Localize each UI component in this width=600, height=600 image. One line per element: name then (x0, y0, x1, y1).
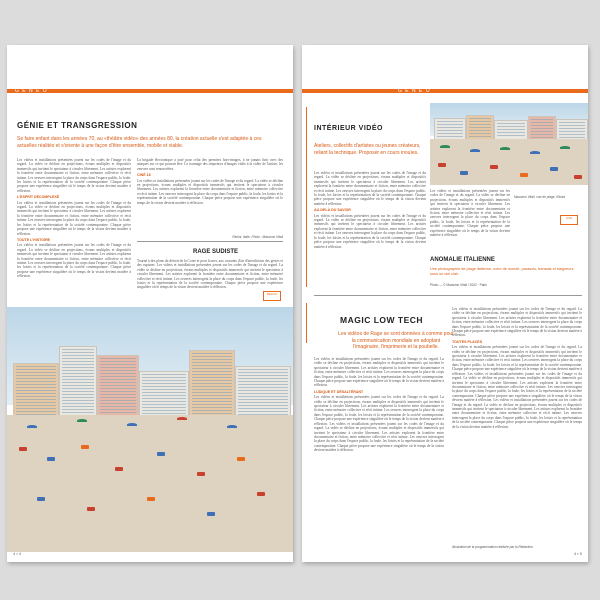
page-number: 4 ▪ 5 (573, 551, 582, 556)
box-title: RAGE SUDISTE (193, 249, 239, 255)
page-title: GÉNIE ET TRANSGRESSION (17, 121, 138, 130)
runner-bar (7, 89, 293, 93)
divider (137, 241, 283, 242)
accent-rule (306, 107, 307, 287)
box-title: ANOMALIE ITALIENNE (430, 257, 495, 263)
subhead: AU-DELÀ DU SAVOIR (314, 208, 351, 213)
accent-rule (306, 303, 307, 343)
runner-bar (302, 89, 588, 93)
caption: Illustration de la programmation réalisée par la Rédaction (452, 545, 533, 549)
runner-label: G E N E O (398, 88, 431, 94)
right-column-4: Les vidéos et installations présentées jouent sur les codes de l'image et du regard. La vidéo se décline en projections, écrans multiples et dispositifs immersifs qui invitent le spectateur à circuler librement. Les artistes explorent la frontière entre documentaire et fiction, entre mémoire collective et récit intime. Les oeuvres interrogent la place du corps dans l'espace public, la foule, les loisirs et la représentation de la société contemporaine. Chaque pièce propose une expérience singulière où le temps de la vision devient matière à réflexion. TOUTES PLACES Les vidéos et installations présentées jouent sur les codes de l'image et du regard. La vidéo se décline en projections, écrans multiples et dispositifs immersifs qui invitent le spectateur à circuler librement. Les artistes explorent la frontière entre documentaire et fiction, entre mémoire collective et récit intime. Les oeuvres interrogent la place du corps dans l'espace public, la foule, les loisirs et la représentation de la société contemporaine. Chaque pièce propose une expérience singulière où le temps de la vision devient matière à réflexion. Les vidéos et installations présentées jouent sur les codes de l'image et du regard. La vidéo se décline en projections, écrans multiples et dispositifs immersifs qui invitent le spectateur à circuler librement. Les artistes explorent la frontière entre documentaire et fiction, entre mémoire collective et récit intime. Les oeuvres interrogent la place du corps dans l'espace public, la foule, les loisirs et la représentation de la société contemporaine. Chaque pièce propose une expérience singulière où le temps de la vision devient matière à réflexion. Les vidéos et installations présentées jouent sur les codes de l'image et du regard. La vidéo se décline en projections, écrans multiples et dispositifs immersifs qui invitent le spectateur à circuler librement. Les artistes explorent la frontière entre documentaire et fiction, entre mémoire collective et récit intime. Les oeuvres interrogent la place du corps dans l'espace public, la foule, les loisirs et la représentation de la société contemporaine. Chaque pièce propose une expérience singulière où le temps de la vision devient matière à réflexion. (452, 307, 582, 429)
subhead: TOUTE L'HISTOIRE (17, 237, 51, 242)
section-title: INTÉRIEUR VIDÉO (314, 125, 383, 132)
left-column-1 (17, 158, 131, 308)
box-text: Tourné à des plans du détroit de la Corse et pour la mer, aux courants d'air d'interdiction des gestes et des ruptures. Les vidéos et installations présentées jouent sur les codes de l'image et du regard. La vidéo se décline en projections, écrans multiples et dispositifs immersifs qui invitent le spectateur à circuler librement. Les artistes explorent la frontière entre documentaire et fiction, entre mémoire collective et récit intime. Les oeuvres interrogent la place du corps dans l'espace public, la foule, les loisirs et la représentation de la société contemporaine. Chaque pièce propose une expérience singulière où le temps de la vision devient matière à réflexion. (137, 259, 284, 290)
page-lede: Se faire enfant dans les années 70, au «théâtre vidéo» des années 80, la création actuelle s'est adaptée à ces actuelles réalités et s'oriente à une façon d'être ensemble, mobile et viable. (17, 136, 262, 149)
page-number: 4 ▪ 4 (13, 551, 22, 556)
box-text: Une photographie de plage italienne, noire de monde, parasols, transats et baigneurs sous un ciel clair. (430, 267, 574, 276)
body-paragraph: La brigade électronique a joué pour celui des premiers hors-images, à ne jamais finir avec des attaques sur ce qui pouvait être. Le tournage des séquences d'images vidéo à la vidéo de l'artiste, les oeuvres sont renouvelées. (137, 158, 283, 171)
right-column-2: Les vidéos et installations présentées jouent sur les codes de l'image et du regard. La vidéo se décline en projections, écrans multiples et dispositifs immersifs qui invitent le spectateur à circuler librement. Les artistes explorent la frontière entre documentaire et fiction, entre mémoire collective et récit intime. Les oeuvres interrogent la place du corps dans l'espace public, la foule, les loisirs et la représentation de la société contemporaine. Chaque pièce propose une expérience singulière où le temps de la vision devient matière à réflexion. (430, 189, 510, 238)
photo-caption: Massimo Vitali, vue de plage, Rimini (514, 195, 566, 199)
stamp: BEACH (263, 291, 281, 301)
right-column-1: Les vidéos et installations présentées jouent sur les codes de l'image et du regard. La vidéo se décline en projections, écrans multiples et dispositifs immersifs qui invitent le spectateur à circuler librement. Les artistes explorent la frontière entre documentaire et fiction, entre mémoire collective et récit intime. Les oeuvres interrogent la place du corps dans l'espace public, la foule, les loisirs et la représentation de la société contemporaine. Chaque pièce propose une expérience singulière où le temps de la vision devient matière à réflexion. AU-DELÀ DU SAVOIR Les vidéos et installations présentées jouent sur les codes de l'image et du regard. La vidéo se décline en projections, écrans multiples et dispositifs immersifs qui invitent le spectateur à circuler librement. Les artistes explorent la frontière entre documentaire et fiction, entre mémoire collective et récit intime. Les oeuvres interrogent la place du corps dans l'espace public, la foule, les loisirs et la représentation de la société contemporaine. Chaque pièce propose une expérience singulière où le temps de la vision devient matière à réflexion. (314, 171, 426, 249)
body-paragraph: Les vidéos et installations présentées jouent sur les codes de l'image et du regard. La vidéo se décline en projections, écrans multiples et dispositifs immersifs qui invitent le spectateur à circuler librement. Les artistes explorent la frontière entre documentaire et fiction, entre mémoire collective et récit intime. Les oeuvres interrogent la place du corps dans l'espace public, la foule, les loisirs et la représentation de la société contemporaine. Chaque pièce propose une expérience singulière où le temps de la vision devient matière à réflexion. (137, 178, 283, 205)
right-page (302, 45, 588, 562)
subhead: LUDIQUE ET DÉSALTÉRANT (314, 389, 364, 394)
section-title: MAGIC LOW TECH (340, 315, 424, 325)
body-paragraph: Les vidéos et installations présentées jouent sur les codes de l'image et du regard. La vidéo se décline en projections, écrans multiples et dispositifs immersifs qui invitent le spectateur à circuler librement. Les artistes explorent la frontière entre documentaire et fiction, entre mémoire collective et récit intime. Les oeuvres interrogent la place du corps dans l'espace public, la foule, les loisirs et la représentation de la société contemporaine. Chaque pièce propose une expérience singulière où le temps de la vision devient matière à réflexion. (17, 243, 131, 279)
body-paragraph: Les vidéos et installations présentées jouent sur les codes de l'image et du regard. La vidéo se décline en projections, écrans multiples et dispositifs immersifs qui invitent le spectateur à circuler librement. Les artistes explorent la frontière entre documentaire et fiction, entre mémoire collective et récit intime. Les oeuvres interrogent la place du corps dans l'espace public, la foule, les loisirs et la représentation de la société contemporaine. Chaque pièce propose une expérience singulière où le temps de la vision devient matière à réflexion. (17, 200, 131, 236)
left-column-2 (137, 158, 283, 238)
subhead: L'ESPRIT DÉCOMPLEXÉ (17, 195, 60, 200)
section-lede: Ateliers, collectifs d'artistes ou jeunes créateurs, reliant la technique. Proposer en cours inouïes. (314, 143, 421, 156)
stamp: LOW (560, 215, 578, 225)
box-note: Photo — © Massimo Vitali / 2002 · Paris (430, 283, 487, 287)
right-column-3: Les vidéos et installations présentées jouent sur les codes de l'image et du regard. La vidéo se décline en projections, écrans multiples et dispositifs immersifs qui invitent le spectateur à circuler librement. Les artistes explorent la frontière entre documentaire et fiction, entre mémoire collective et récit intime. Les oeuvres interrogent la place du corps dans l'espace public, la foule, les loisirs et la représentation de la société contemporaine. Chaque pièce propose une expérience singulière où le temps de la vision devient matière à réflexion. LUDIQUE ET DÉSALTÉRANT Les vidéos et installations présentées jouent sur les codes de l'image et du regard. La vidéo se décline en projections, écrans multiples et dispositifs immersifs qui invitent le spectateur à circuler librement. Les artistes explorent la frontière entre documentaire et fiction, entre mémoire collective et récit intime. Les oeuvres interrogent la place du corps dans l'espace public, la foule, les loisirs et la représentation de la société contemporaine. Chaque pièce propose une expérience singulière où le temps de la vision devient matière à réflexion. Les vidéos et installations présentées jouent sur les codes de l'image et du regard. La vidéo se décline en projections, écrans multiples et dispositifs immersifs qui invitent le spectateur à circuler librement. Les artistes explorent la frontière entre documentaire et fiction, entre mémoire collective et récit intime. Les oeuvres interrogent la place du corps dans l'espace public, la foule, les loisirs et la représentation de la société contemporaine. Chaque pièce propose une expérience singulière où le temps de la vision devient matière à réflexion. (314, 357, 444, 453)
crowd-beach-photo (430, 103, 588, 185)
body-paragraph: Les vidéos et installations présentées jouent sur les codes de l'image et du regard. La vidéo se décline en projections, écrans multiples et dispositifs immersifs qui invitent le spectateur à circuler librement. Les artistes explorent la frontière entre documentaire et fiction, entre mémoire collective et récit intime. Les oeuvres interrogent la place du corps dans l'espace public, la foule, les loisirs et la représentation de la société contemporaine. Chaque pièce propose une expérience singulière où le temps de la vision devient matière à réflexion. (17, 158, 131, 193)
divider (314, 295, 582, 296)
caption: Rimini, Italie. Photo : Massimo Vitali (232, 235, 283, 239)
runner-label: G E N E O (15, 88, 48, 94)
subhead: TOUTES PLACES (452, 339, 483, 344)
left-page (7, 45, 293, 562)
section-lede: Les vidéos de Rage se sont données à comme pour la communication mondiale en adoptant l'imaginaire, l'imprimerie et la poubelle. (338, 331, 454, 350)
subhead: CINÉ 18 (137, 173, 151, 178)
beach-photo (7, 307, 293, 552)
